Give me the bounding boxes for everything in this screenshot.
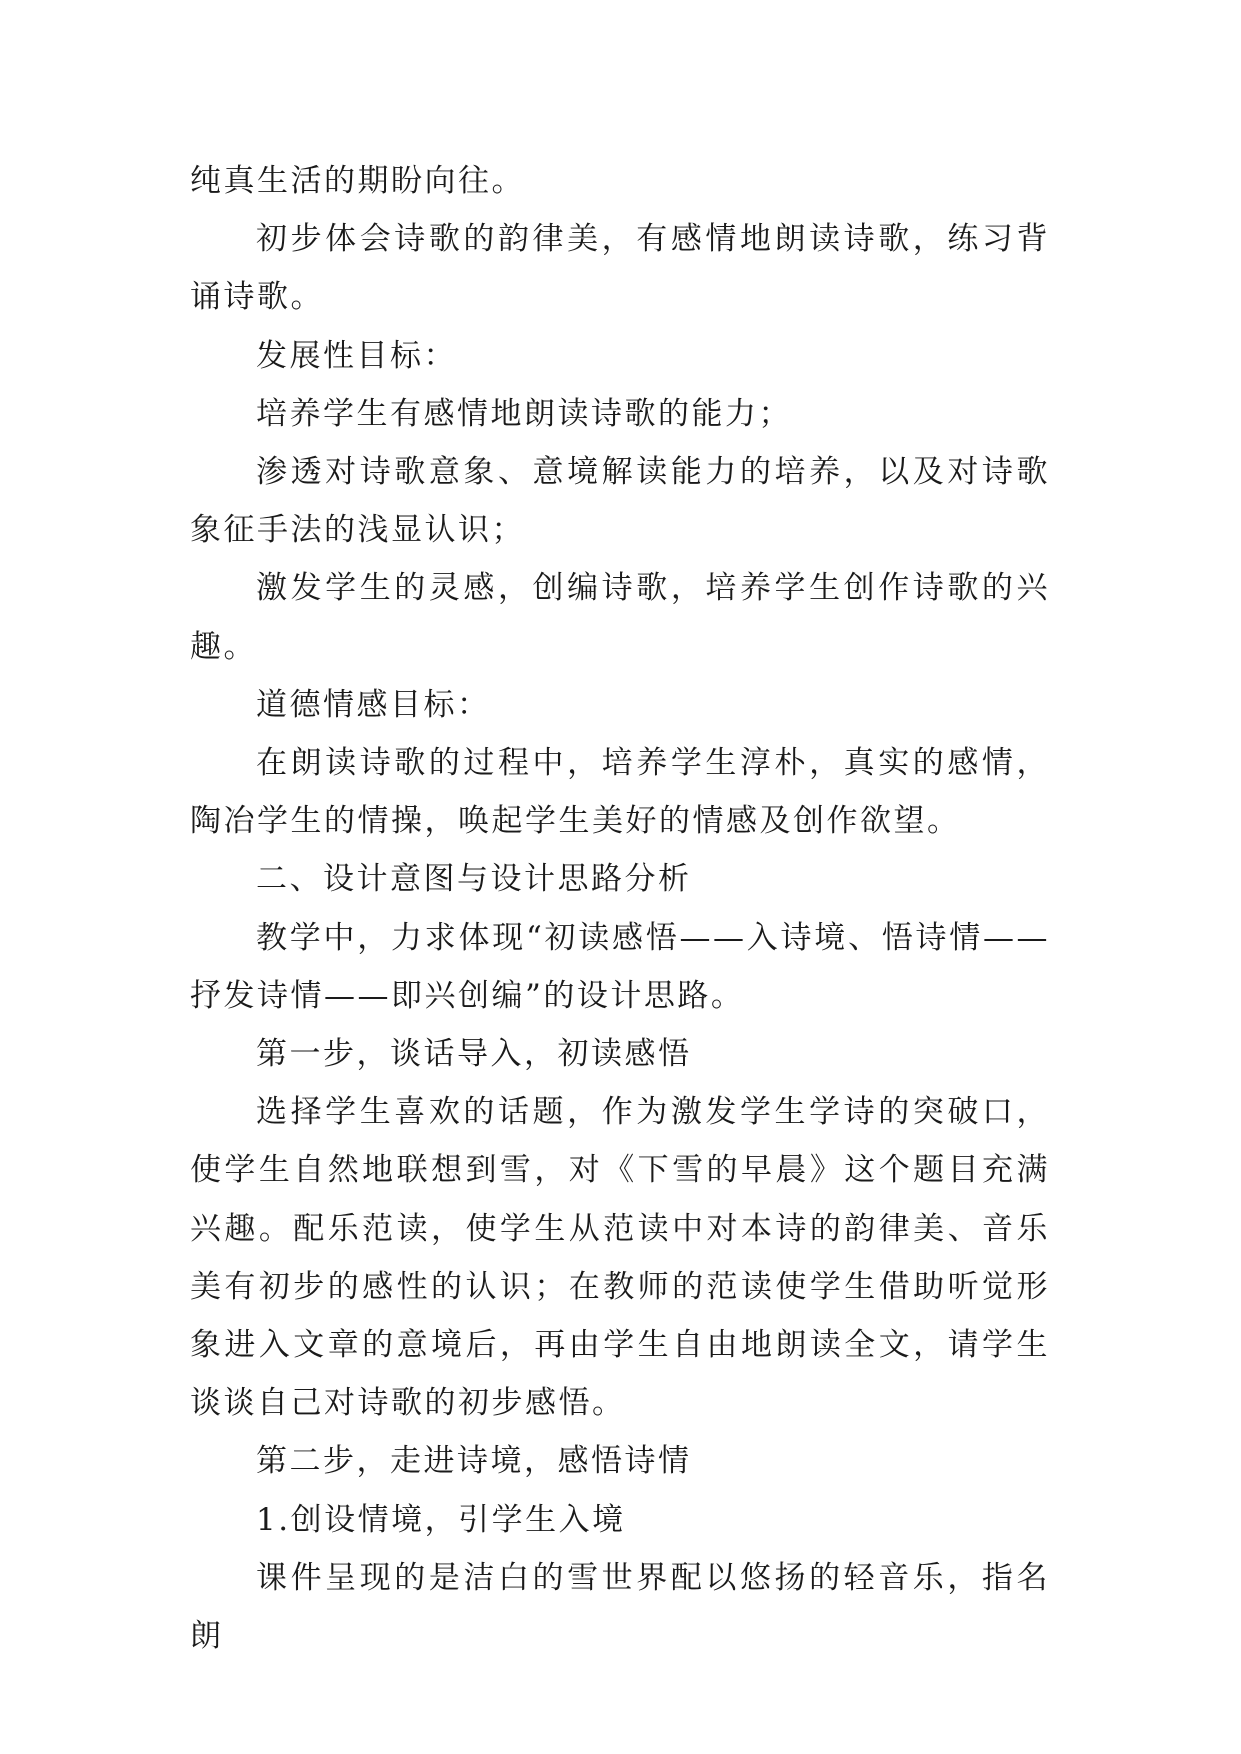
section-heading: 发展性目标： bbox=[256, 337, 457, 374]
paragraph: 培养学生有感情地朗读诗歌的能力； bbox=[256, 395, 792, 432]
section-heading: 道德情感目标： bbox=[256, 686, 491, 723]
section-heading: 二、设计意图与设计思路分析 bbox=[256, 861, 692, 898]
step-heading: 第二步，走进诗境，感悟诗情 bbox=[256, 1443, 692, 1480]
paragraph: 渗透对诗歌意象、意境解读能力的培养，以及对诗歌象征手法的浅显认识； bbox=[190, 454, 1050, 549]
paragraph: 教学中，力求体现“初读感悟——入诗境、悟诗情——抒发诗情——即兴创编”的设计思路。 bbox=[190, 919, 1050, 1014]
paragraph: 选择学生喜欢的话题，作为激发学生学诗的突破口，使学生自然地联想到雪，对《下雪的早晨》这个题目充满兴趣。配乐范读，使学生从范读中对本诗的韵律美、音乐美有初步的感性的认识；在教师的范读使学生借助听觉形象进入文章的意境后，再由学生自由地朗读全文，请学生谈谈自己对诗歌的初步感悟。 bbox=[190, 1094, 1050, 1422]
paragraph: 课件呈现的是洁白的雪世界配以悠扬的轻音乐，指名朗 bbox=[190, 1559, 1050, 1655]
paragraph: 激发学生的灵感，创编诗歌，培养学生创作诗歌的兴趣。 bbox=[190, 570, 1050, 665]
paragraph: 初步体会诗歌的韵律美，有感情地朗读诗歌，练习背诵诗歌。 bbox=[190, 221, 1050, 316]
step-heading: 第一步，谈话导入，初读感悟 bbox=[256, 1036, 692, 1073]
paragraph: 纯真生活的期盼向往。 bbox=[190, 163, 525, 199]
document-body bbox=[190, 152, 1050, 1665]
paragraph: 在朗读诗歌的过程中，培养学生淳朴，真实的感情，陶冶学生的情操，唤起学生美好的情感及创作欲望。 bbox=[190, 745, 1050, 840]
sub-heading: 1.创设情境，引学生入境 bbox=[256, 1501, 626, 1538]
